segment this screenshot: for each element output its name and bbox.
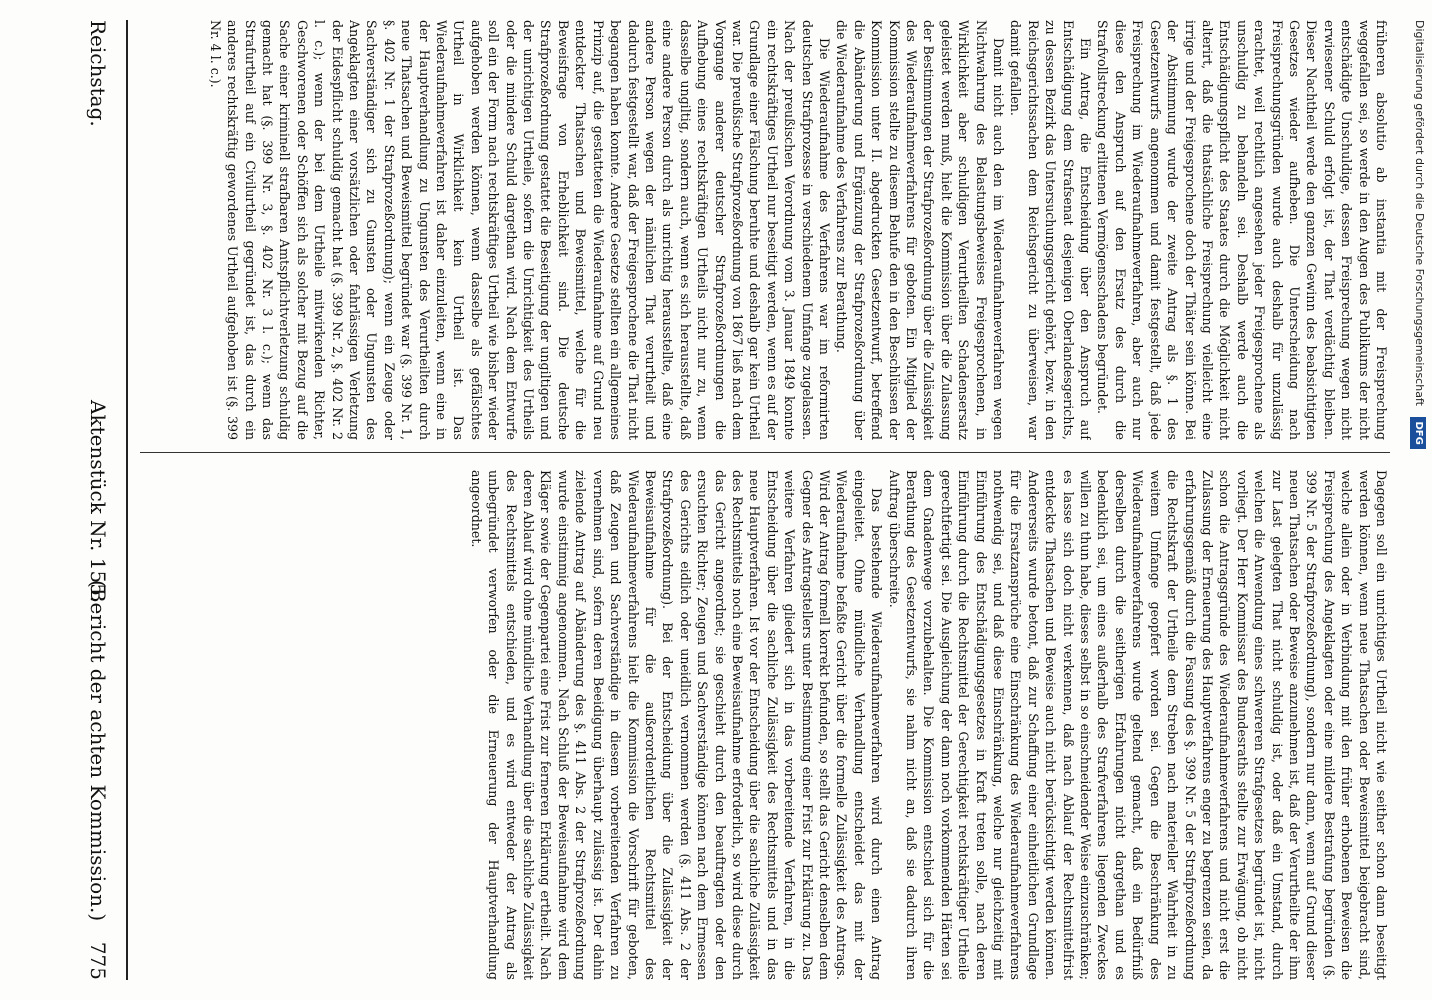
- dfg-logo: DFG: [1410, 417, 1426, 448]
- left-paragraph-2: Ein Antrag, die Entscheidung über den Anspruch auf Entschädigung dem Strafsenat desjenigen Oberlandesgerichts, zu dessen Bezirk das Untersuchungsgericht gehört, bezw. in den Reichsgerichtssachen dem Reichsgericht zu überweisen, war damit gefallen.: [1008, 20, 1094, 440]
- right-paragraph-1: Dagegen soll ein unrichtiges Urtheil nicht wie seither schon dann beseitigt werden können, wenn neue Thatsachen oder Beweismittel beigebracht sind, welche allein oder in Verbindung mit den früher erhobenen Beweisen die Freisprechung des Angeklagten oder eine mildere Bestrafung begründen (§. 399 Nr. 5 der Strafprozeßordnung), sondern nur dann, wenn auf Grund dieser neuen Thatsachen oder Beweise anzunehmen ist, daß der Verurtheilte der ihm zur Last gelegten That nicht schuldig ist, oder daß ein Umstand, durch welchen die Anwendung eines schwereren Strafgesetzes begründet ist, nicht vorliegt. Der Herr Kommissar des Bundesraths stellte zur Erwägung, ob nicht schon die Antragsgründe des Wiederaufnahmeverfahrens und nicht erst die Zulassung der Erneuerung des Hauptverfahrens enger zu begrenzen seien, da erfahrungsgemäß durch die Fassung des §. 399 Nr. 5 der Strafprozeßordnung die Rechtskraft der Urtheile dem Streben nach materieller Wahrheit in zu weitem Umfange geopfert worden sei. Gegen die Beschränkung des Wiederaufnahmeverfahrens wurde geltend gemacht, daß ein Bedürfniß derselben durch die seitherigen Erfahrungen nicht dargethan und es bedenklich sei, um eines außerhalb des Strafverfahrens liegenden Zweckes willen zu thun habe, dieses selbst in so einschneidender Weise einzuschränken; es lasse sich doch nicht verkennen, daß nach Ablauf der Rechtsmittelfrist entdeckte Thatsachen und Beweise auch nicht berücksichtigt werden können. Andererseits wurde betont, daß zur Schaffung einer einheitlichen Grundlage für die Ersatzansprüche eine Einschränkung des Wiederaufnahmeverfahrens nothwendig sei, und daß diese Einschränkung, welche nur gleichzeitig mit Einführung des Entschädigungsgesetzes in Kraft treten solle, nach deren Einführung durch die Rechtsmittel der Gerechtigkeit rechtskräftiger Urtheile gerechtfertigt sei. Die Ausgleichung der dann noch vorkommenden Härten sei dem Gnadenwege vorzubehalten. Die Kommission entschied sich für die Berathung des Gesetzentwurfs, sie nahm nicht an, daß sie dadurch ihren Auftrag überschreite.: [886, 470, 1389, 980]
- right-paragraph-2: Das bestehende Wiederaufnahmeverfahren wird durch einen Antrag eingeleitet. Ohne mündliche Verhandlung entscheidet das mit der Wiederaufnahme befaßte Gericht über die formelle Zulässigkeit des Antrags. Wird der Antrag formell korrekt befunden, so stellt das Gericht denselben dem Gegner des Antragstellers unter Bestimmung einer Frist zur Erklärung zu. Das weitere Verfahren gliedert sich in das vorbereitende Verfahren, in die Entscheidung über die sachliche Zulässigkeit des Rechtsmittels und in das neue Hauptverfahren. Ist vor der Entscheidung über die sachliche Zulässigkeit des Rechtsmittels noch eine Beweisaufnahme erforderlich, so wird diese durch das Gericht angeordnet; sie geschieht durch den beauftragten oder den ersuchten Richter; Zeugen und Sachverständige können nach dem Ermessen des Gerichts eidlich oder uneidlich vernommen werden (§. 411 Abs. 2 der Strafprozeßordnung). Bei der Entscheidung über die Zulässigkeit der Beweisaufnahme für die außerordentlichen Rechtsmittel des Wiederaufnahmeverfahrens hielt die Kommission die Vorschrift für geboten, daß Zeugen und Sachverständige in diesem vorbereitenden Verfahren zu vernehmen sind, sofern deren Beeidigung überhaupt zulässig ist. Der dahin zielende Antrag auf Abänderung des §. 411 Abs. 2 der Strafprozeßordnung wurde einstimmig angenommen. Nach Schluß der Beweisaufnahme wird dem Kläger sowie der Gegenpartei eine Frist zur ferneren Erklärung ertheilt. Nach deren Ablauf wird ohne mündliche Verhandlung über die sachliche Zulässigkeit des Rechtsmittels entschieden, und es wird entweder der Antrag als unbegründet verworfen oder die Erneuerung der Hauptverhandlung angeordnet.: [468, 470, 885, 980]
- left-column: [140, 20, 1390, 440]
- page-header: [78, 20, 118, 980]
- credit-text: Digitalisierung gefördert durch die Deutsche Forschungsgemeinschaft: [1413, 20, 1426, 406]
- left-paragraph-3: Damit nicht auch den im Wiederaufnahmeverfahren wegen Nichtwahrung des Belastungsbeweises Freigesprochenen, in Wirklichkeit aber schuldigen Verurtheilten Schadensersatz geleistet werden muß, hielt die Kommission über die Zulassung der Bestimmungen der Strafprozeßordnung über die Zulässigkeit des Wiederaufnahmeverfahrens für geboten. Ein Mitglied der Kommission stellte zu diesem Behufe den in den Beschlüssen der Kommission unter II. abgedruckten Gesetzentwurf, betreffend die Abänderung und Ergänzung der Strafprozeßordnung über die Wiederaufnahme des Verfahrens zur Berathung.: [834, 20, 1007, 440]
- column-divider: [140, 452, 1390, 453]
- header-center: Aktenstück Nr. 155.: [86, 400, 110, 603]
- page-number: 775: [86, 941, 110, 980]
- right-column: [140, 470, 1390, 980]
- left-paragraph-4: Die Wiederaufnahme des Verfahrens war im reformirten deutschen Strafprozesse in verschiedenem Umfange zugelassen. Nach der preußischen Verordnung vom 3. Januar 1849 konnte ein rechtskräftiges Urtheil nur beseitigt werden, wenn es auf der Grundlage einer Fälschung beruhte und deshalb gar kein Urtheil war. Die preußische Strafprozeßordnung von 1867 ließ nach dem Vorgange anderer deutscher Strafprozeßordnungen die Aufhebung eines rechtskräftigen Urtheils nicht nur zu, wenn dasselbe ungiltig, sondern auch, wenn es sich herausstellte, daß eine andere Person durch als unrichtig herausstellte, daß eine andere Person wegen der nämlichen That verurtheilt und dadurch festgestellt war, daß der Freigesprochene die That nicht begangen haben konnte. Andere Gesetze stellten ein allgemeines Prinzip auf, die gestatteten die Wiederaufnahme auf Grund neu entdeckter Thatsachen und Beweismittel, welche für die Beweisfrage von Erheblichkeit sind. Die deutsche Strafprozeßordnung gestattet die Beseitigung der ungiltigen und der unrichtigen Urtheile, sofern die Unrichtigkeit des Urtheils oder die mindere Schuld dargethan wird. Nach dem Entwurfe soll ein der Form nach rechtskräftiges Urtheil wie bisher wieder aufgehoben werden können, wenn dasselbe als gefälschtes Urtheil in Wirklichkeit kein Urtheil ist. Das Wiederaufnahmeverfahren ist daher einzuleiten, wenn eine in der Hauptverhandlung zu Ungunsten des Verurtheilten durch neue Thatsachen und Beweismittel begründet war (§. 399 Nr. 1, §. 402 Nr. 1 der Strafprozeßordnung); wenn ein Zeuge oder Sachverständiger sich zu Gunsten oder Ungunsten des Angeklagten einer vorsätzlichen oder fahrlässigen Verletzung der Eidespflicht schuldig gemacht hat (§. 399 Nr. 2, §. 402 Nr. 2 l. c.); wenn der bei dem Urtheile mitwirkenden Richter, Geschworenen oder Schöffen sich als solcher mit Bezug auf die Sache einer kriminell strafbaren Amtspflichtverletzung schuldig gemacht hat (§. 399 Nr. 3, §. 402 Nr. 3 l. c.); wenn das Strafurtheil auf ein Civilurtheil gegründet ist, das durch ein anderes rechtskräftig gewordenes Urtheil aufgehoben ist (§. 399 Nr. 4 l. c.).: [207, 20, 832, 440]
- digitization-credit: [1408, 20, 1430, 980]
- credit-text-row: [1408, 20, 1430, 980]
- header-rule: [126, 20, 128, 980]
- left-paragraph-1: früheren absolutio ab instantia mit der Freisprechung weggefallen sei, so werde in den Augen des Publikums der nicht entschädigte Unschuldige, dessen Freisprechung wegen nicht erwiesener Schuld erfolgt ist, der That verdächtig bleiben. Dieser Nachtheil werde den ganzen Gewinn des beabsichtigten Gesetzes wieder aufheben. Die Unterscheidung nach Freisprechungsgründen wurde auch deshalb für unzulässig erachtet, weil rechtlich angesehen jeder Freigesprochene als unschuldig zu behandeln sei. Deshalb werde auch die Entschädigungspflicht des Staates durch die Möglichkeit nicht alterirt, daß die thatsächliche Freisprechung vielleicht eine irrige und der Freigesprochene doch der Thäter sein könne. Bei der Abstimmung wurde der zweite Antrag als §. 1 des Gesetzentwurfs angenommen und damit festgestellt, daß jede Freisprechung im Wiederaufnahmeverfahren, aber auch nur diese den Anspruch auf den Ersatz des durch die Strafvollstreckung erlittenen Vermögensschadens begründet.: [1095, 20, 1389, 440]
- header-section: (Bericht der achten Kommission.): [86, 580, 110, 922]
- header-left: Reichstag.: [86, 20, 110, 127]
